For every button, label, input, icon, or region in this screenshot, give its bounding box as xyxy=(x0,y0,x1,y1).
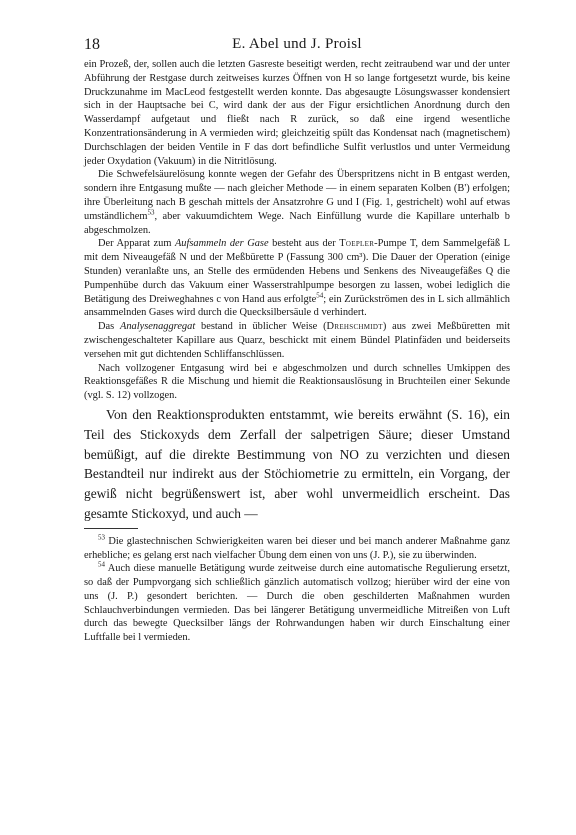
paragraph-analysis-aggregate xyxy=(84,320,510,361)
author-name-drehschmidt: Drehschmidt xyxy=(326,321,383,333)
footnote-text: Die glastechnischen Schwierigkeiten waren bei dieser und bei manch anderer Maßnahme ganz erhebliche; es gelang erst nach vielfacher Übung dem einen von uns (J. P.), sie zu überwinden. xyxy=(84,535,510,561)
text-run: Das xyxy=(98,321,115,333)
footnote-number: 53 xyxy=(98,533,105,542)
emphasis: Aufsammeln der Gase xyxy=(174,238,269,250)
footnote-54 xyxy=(84,562,510,645)
running-head: E. Abel und J. Proisl xyxy=(232,36,362,52)
text-run: -Pumpe T, dem Sammelgefäß L mit dem Niveaugefäß N und der Meßbürette P (Fassung 300 cm³). Die Dauer der Operation (einige Stunden) veranlaßte uns, an Stelle des ermüdenden Hebens und Senkens des Niveaugefäßes Q die Pumpenhübe durch das Vakuum einer Wasserstrahlpumpe besorgen zu lassen, wobei lediglich die Betätigung des Dreiweghahnes c von Hand aus erfolgte xyxy=(84,238,510,305)
paragraph-gas-collection xyxy=(84,237,510,320)
main-text-section xyxy=(84,405,510,524)
paragraph-degassing: Nach vollzogener Entgasung wird bei e abgeschmolzen und durch schnelles Umkippen des Reaktionsgefäßes R die Mischung und hiemit die Reaktionsauslösung in Bruchteilen einer Sekunde (vgl. S. 12) vollzogen. xyxy=(84,362,510,402)
page xyxy=(84,36,510,645)
footnote-53 xyxy=(84,535,510,563)
text-run: besteht aus der xyxy=(272,238,336,250)
paragraph-continuation: ein Prozeß, der, sollen auch die letzten Gasreste beseitigt werden, recht zeitraubend war und der unter Abführung der Restgase durch zeitweises kurzes Öffnen von H so lange fortgesetzt wurde, bis keine Druckzunahme im MacLeod festgestellt werden konnte. Das abgesaugte Lösungswasser kondensiert sich in der Hauptsache bei C, wird dank der aus der Figur ersichtlichen Anordnung durch den Wasserdampf aufgetaut und fließt nach R zurück, so daß eine irgend wesentliche Konzentrationsänderung in A vermieden wird; gleichzeitig spült das Kondensat nach (magnetischem) Durchschlagen der beiden Ventile in F das dort befindliche Sulfit verlustlos und unter Vermeidung jeder Oxydation (Vakuum) in die Nitritlösung. xyxy=(84,59,510,167)
footnote-number: 54 xyxy=(98,560,105,569)
text-run: bestand in üblicher Weise ( xyxy=(201,321,327,333)
page-number: 18 xyxy=(84,36,100,53)
author-name-toepler: Toepler xyxy=(339,238,375,250)
paragraph-reaction-products: Von den Reaktionsprodukten entstammt, wie bereits erwähnt (S. 16), ein Teil des Stickoxyds dem Zerfall der salpetrigen Säure; dieser Umstand bemüßigt, auf die direkte Bestimmung von NO zu verzichten und diesen Bestandteil nur indirekt aus der Stöchiometrie zu ermitteln, ein Vorgang, der gewiß nicht begrüßenswert ist, aber wohl unvermeidlich erscheint. Das gesamte Stickoxyd, und auch — xyxy=(84,406,510,521)
page-header xyxy=(84,36,510,58)
text-run: ) aus zwei Meßbüretten mit zwischengeschalteter Kapillare aus Quarz, beschickt mit einem Bündel Platinfäden und beiderseits versehen mit gut dichtenden Schliffanschlüssen. xyxy=(84,321,510,360)
text-run: ; ein Zurückströmen des in L sich allmählich ansammelnden Gases wird durch die Quecksilbersäule d verhindert. xyxy=(84,293,511,319)
footnote-text: Auch diese manuelle Betätigung wurde zeitweise durch eine automatische Regulierung ersetzt, so daß der Pumpvorgang sich schließlich gänzlich automatisch vollzog; hierüber wird der eine von uns (J. P.) gesondert berichten. — Durch die oben geschilderten Maßnahmen wurden Schlauchverbindungen vermieden. Das bei längerer Betätigung unvermeidliche Mitreißen von Luft durch das bewegte Quecksilber längs der Rohrwandungen haben wir durch Einschaltung einer Luftfalle bei l vermieden. xyxy=(84,563,510,644)
footnote-ref-53: 53 xyxy=(147,208,155,217)
paragraph-sulfuric-acid xyxy=(84,168,510,237)
footnote-divider xyxy=(84,528,138,529)
text-run: , aber vakuumdichtem Wege. Nach Einfüllung wurde die Kapillare unterhalb b abgeschmolzen. xyxy=(84,210,510,236)
small-print-section xyxy=(84,58,510,403)
emphasis: Analysenaggregat xyxy=(119,321,196,333)
text-run: Der Apparat zum xyxy=(98,238,172,250)
text-run: Die Schwefelsäurelösung konnte wegen der Gefahr des Überspritzens nicht in B entgast werden, sondern ihre Entgasung mußte — nach gleicher Methode — in einem separaten Kolben (B') erfolgen; ihre Überleitung nach B geschah mittels der Ansatzrohre G und I (Fig. 1, gestrichelt) wohl auf etwas umständlichem xyxy=(84,169,510,222)
footnote-ref-54: 54 xyxy=(316,291,324,300)
footnotes xyxy=(84,535,510,645)
